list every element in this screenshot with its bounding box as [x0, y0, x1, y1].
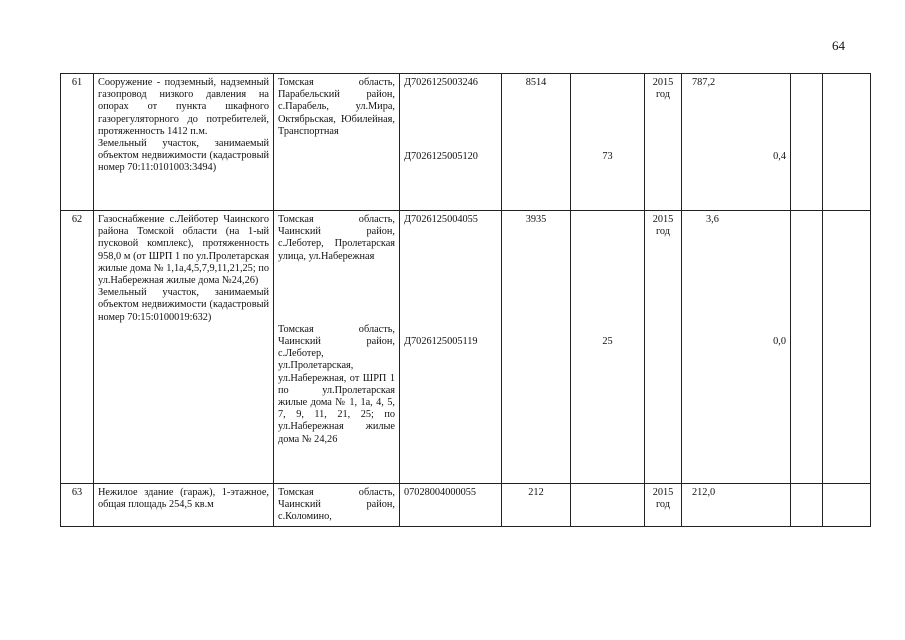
registry-code-main: 07028004000055	[404, 487, 477, 498]
year-cell: 2015 год	[645, 484, 682, 527]
quantity-land-value: 73	[602, 151, 613, 162]
empty-cell	[791, 74, 823, 211]
land-plot-description: Земельный участок, занимаемый объектом недвижимости (кадастровый номер 70:11:0101003:3494)	[98, 138, 269, 174]
object-address-main: Томская область, Чаинский район, с.Леботер, Пролетарская улица, ул.Набережная	[278, 214, 395, 262]
object-address-main: Томская область, Чаинский район, с.Коломино,	[278, 487, 395, 523]
quantity-main: 212	[502, 484, 571, 527]
empty-cell	[791, 211, 823, 484]
object-description	[94, 211, 274, 484]
row-number: 62	[61, 211, 94, 484]
land-plot-description: Земельный участок, занимаемый объектом недвижимости (кадастровый номер 70:15:0100019:632)	[98, 287, 269, 323]
amount-main: 787,2	[692, 77, 716, 88]
year-cell: 2015 год	[645, 211, 682, 484]
empty-cell	[823, 484, 871, 527]
registry-code-main: Д7026125004055	[404, 214, 478, 225]
table-row	[61, 211, 871, 484]
table-row	[61, 74, 871, 211]
quantity-main: 8514	[502, 74, 571, 211]
registry-code-land: Д7026125005120	[404, 151, 478, 163]
row-number: 63	[61, 484, 94, 527]
land-plot-address: Томская область, Чаинский район, с.Леботер, ул.Пролетарская, ул.Набережная, от ШРП 1 по ул.Пролетарская жилые дома № 1, 1а, 4, 5, 7, 9, 11, 21, 25; по ул.Набережная жилые дома № 24,26	[278, 323, 395, 445]
object-description-main: Газоснабжение с.Лейботер Чаинского района Томской области (на 1-ый пусковой комплекс), протяженность 958,0 м (от ШРП 1 по ул.Пролетарская жилые дома № 1,1а,4,5,7,9,11,21,25; по ул.Набережная жилые дома №24,26)	[98, 214, 269, 287]
year-cell: 2015 год	[645, 74, 682, 211]
registry-codes	[400, 484, 502, 527]
amounts	[682, 484, 791, 527]
empty-cell	[823, 74, 871, 211]
quantity-land	[571, 74, 645, 211]
quantity-land-value: 25	[602, 336, 613, 347]
quantity-land	[571, 211, 645, 484]
object-address-main: Томская область, Парабельский район, с.Парабель, ул.Мира, Октябрьская, Юбилейная, Транспортная	[278, 77, 395, 137]
object-description	[94, 74, 274, 211]
amount-main: 212,0	[692, 487, 716, 498]
object-description-main: Нежилое здание (гараж), 1-этажное, общая площадь 254,5 кв.м	[98, 487, 269, 511]
object-description-main: Сооружение - подземный, надземный газопровод низкого давления на опорах от пункта шкафного газорегуляторного до потребителей, протяженность 1412 п.м.	[98, 77, 269, 137]
registry-code-land: Д7026125005119	[404, 336, 478, 348]
empty-cell	[791, 484, 823, 527]
property-table	[60, 73, 871, 527]
registry-code-main: Д7026125003246	[404, 77, 478, 88]
amount-land: 0,4	[773, 151, 786, 163]
amounts	[682, 74, 791, 211]
page-number: 64	[832, 38, 845, 53]
row-number: 61	[61, 74, 94, 211]
empty-cell	[571, 484, 645, 527]
quantity-main: 3935	[502, 211, 571, 484]
amount-land: 0,0	[773, 336, 786, 348]
amount-main: 3,6	[706, 214, 719, 225]
object-description	[94, 484, 274, 527]
object-address	[274, 211, 400, 484]
registry-codes	[400, 211, 502, 484]
object-address	[274, 484, 400, 527]
object-address	[274, 74, 400, 211]
empty-cell	[823, 211, 871, 484]
table-row	[61, 484, 871, 527]
registry-codes	[400, 74, 502, 211]
amounts	[682, 211, 791, 484]
